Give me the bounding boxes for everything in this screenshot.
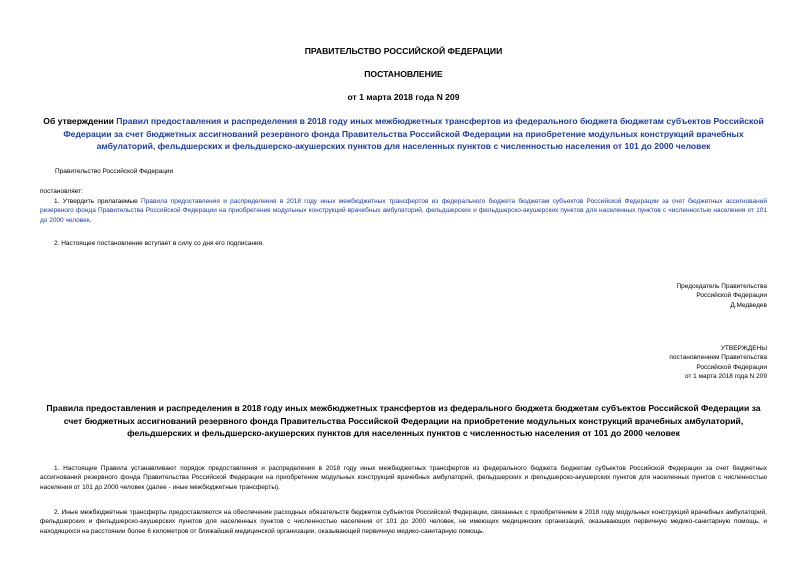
government-heading: ПРАВИТЕЛЬСТВО РОССИЙСКОЙ ФЕДЕРАЦИИ [304, 46, 503, 56]
approval-block [669, 344, 767, 381]
approval-line-2: постановлением Правительства [669, 354, 767, 362]
item-2-text: 2. Настоящее постановление вступает в силу со дня его подписания. [54, 240, 264, 247]
signature-name: Д.Медведев [730, 301, 767, 309]
rules-title: Правила предоставления и распределения в 2018 году иных межбюджетных трансфертов из федерального бюджета бюджетам субъектов Российской Федерации за счет бюджетных ассигнований резервного фонда Правительства Российской Федерации на приобретение модульных конструкций врачебных амбулаторий, фельдшерских и фельдшерско-акушерских пунктов для населенных пунктов с численностью населения от 101 до 2000 человек [46, 403, 761, 438]
date-number-heading: от 1 марта 2018 года N 209 [347, 92, 460, 102]
item-1-rules-link[interactable]: Правила предоставления и распределения в 2018 году иных межбюджетных трансфертов из федерального бюджета бюджетам субъектов Российской Федерации за счет бюджетных ассигнований резервного фонда Правительства Российской Федерации на приобретение модульных конструкций врачебных амбулаторий, фельдшерских и фельдшерско-акушерских пунктов для населенных пунктов с численностью населения от 101 до 2000 человек [40, 198, 767, 224]
signature-position: Председатель Правительства [676, 283, 767, 290]
rules-paragraph-1-text: 1. Настоящие Правила устанавливают порядок предоставления и распределения в 2018 году иных межбюджетных трансфертов из федерального бюджета бюджетам субъектов Российской Федерации за счет бюджетных ассигнований резервного фонда Правительства Российской Федерации на приобретение модульных конструкций врачебных амбулаторий, фельдшерских и фельдшерско-акушерских пунктов для населенных пунктов с численностью населения от 101 до 2000 человек (далее - иные межбюджетные трансферты). [40, 465, 767, 491]
government-line: Правительство Российской Федерации [55, 168, 174, 175]
approval-line-1: УТВЕРЖДЕНЫ [720, 345, 767, 352]
decree-title [40, 115, 767, 153]
decree-title-link[interactable]: Правил предоставления и распределения в 2018 году иных межбюджетных трансфертов из федерального бюджета бюджетам субъектов Российской Федерации за счет бюджетных ассигнований резервного фонда Правительства Российской Федерации на приобретение модульных конструкций врачебных амбулаторий, фельдшерских и фельдшерско-акушерских пунктов для населенных пунктов с численностью населения от 101 до 2000 человек [63, 116, 764, 151]
rules-paragraph-2-text: 2. Иные межбюджетные трансферты предоставляются на обеспечение расходных обязательств бюджетов субъектов Российской Федерации, связанных с приобретением в 2018 году модульных конструкций врачебных амбулаторий, фельдшерских и фельдшерско-акушерских пунктов для населенных пунктов с численностью населения от 101 до 2000 человек, не имеющих медицинских организаций, оказывающих первичную медико-санитарную помощь, и находящихся на расстоянии более 6 километров от ближайшей медицинской организации, оказывающей первичную медико-санитарную помощь. [40, 509, 767, 535]
item-1 [40, 197, 767, 225]
item-1-suffix: . [89, 216, 92, 224]
decree-title-prefix: Об утверждении [43, 116, 117, 126]
approval-line-4: от 1 марта 2018 года N 209 [684, 372, 767, 380]
decrees-line: постановляет: [40, 188, 83, 195]
rules-paragraph-1 [40, 464, 767, 492]
item-1-prefix: 1. Утвердить прилагаемые [54, 198, 142, 205]
signature-block [676, 282, 767, 310]
signature-org: Российской Федерации [696, 292, 767, 300]
item-2 [40, 239, 767, 248]
approval-line-3: Российской Федерации [696, 363, 767, 371]
doc-type-heading: ПОСТАНОВЛЕНИЕ [364, 69, 443, 79]
rules-paragraph-2 [40, 508, 767, 536]
